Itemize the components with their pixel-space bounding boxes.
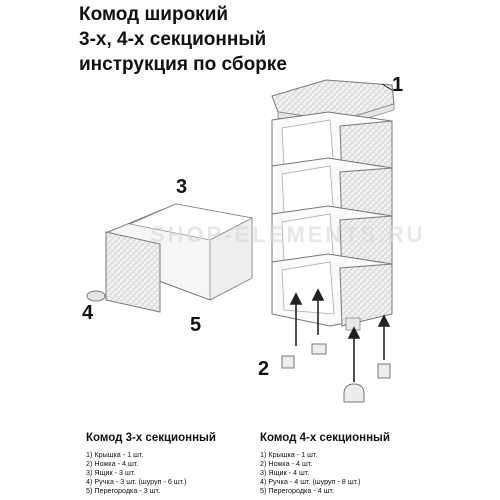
frame-section-4: [272, 254, 392, 330]
foot-parts: [282, 344, 390, 402]
list-item: 3) Ящик - 3 шт.: [86, 468, 136, 477]
callout-3: 3: [176, 176, 188, 198]
parts-list-3-section: [86, 432, 216, 495]
list-item: 3) Ящик - 4 шт.: [260, 468, 310, 477]
parts-list-3-heading: Комод 3-х секционный: [86, 432, 216, 444]
callout-4: 4: [82, 302, 94, 324]
callout-1: 1: [392, 74, 404, 96]
watermark: SHOP-ELEMENTS.RU: [150, 222, 426, 247]
list-item: 5) Перегородка - 3 шт.: [86, 486, 160, 495]
title-line-1: Комод широкий: [79, 4, 229, 25]
title-line-3: инструкция по сборке: [79, 54, 287, 75]
list-item: 1) Крышка - 1 шт.: [86, 450, 144, 459]
list-item: 4) Ручка - 3 шт. (шуруп - 6 шт.): [86, 477, 187, 486]
title-line-2: 3-х, 4-х секционный: [79, 29, 267, 50]
handle-part: [87, 291, 105, 301]
list-item: 5) Перегородка - 4 шт.: [260, 486, 334, 495]
list-item: 4) Ручка - 4 шт. (шуруп - 8 шт.): [260, 477, 361, 486]
callout-2: 2: [258, 358, 270, 380]
list-item: 1) Крышка - 1 шт.: [260, 450, 318, 459]
list-item: 2) Ножка - 4 шт.: [260, 459, 313, 468]
parts-list-4-section: [260, 432, 390, 495]
parts-list-3: [86, 450, 216, 495]
parts-list-4: [260, 450, 390, 495]
list-item: 2) Ножка - 4 шт.: [86, 459, 139, 468]
parts-list-4-heading: Комод 4-х секционный: [260, 432, 390, 444]
callout-5: 5: [190, 314, 202, 336]
